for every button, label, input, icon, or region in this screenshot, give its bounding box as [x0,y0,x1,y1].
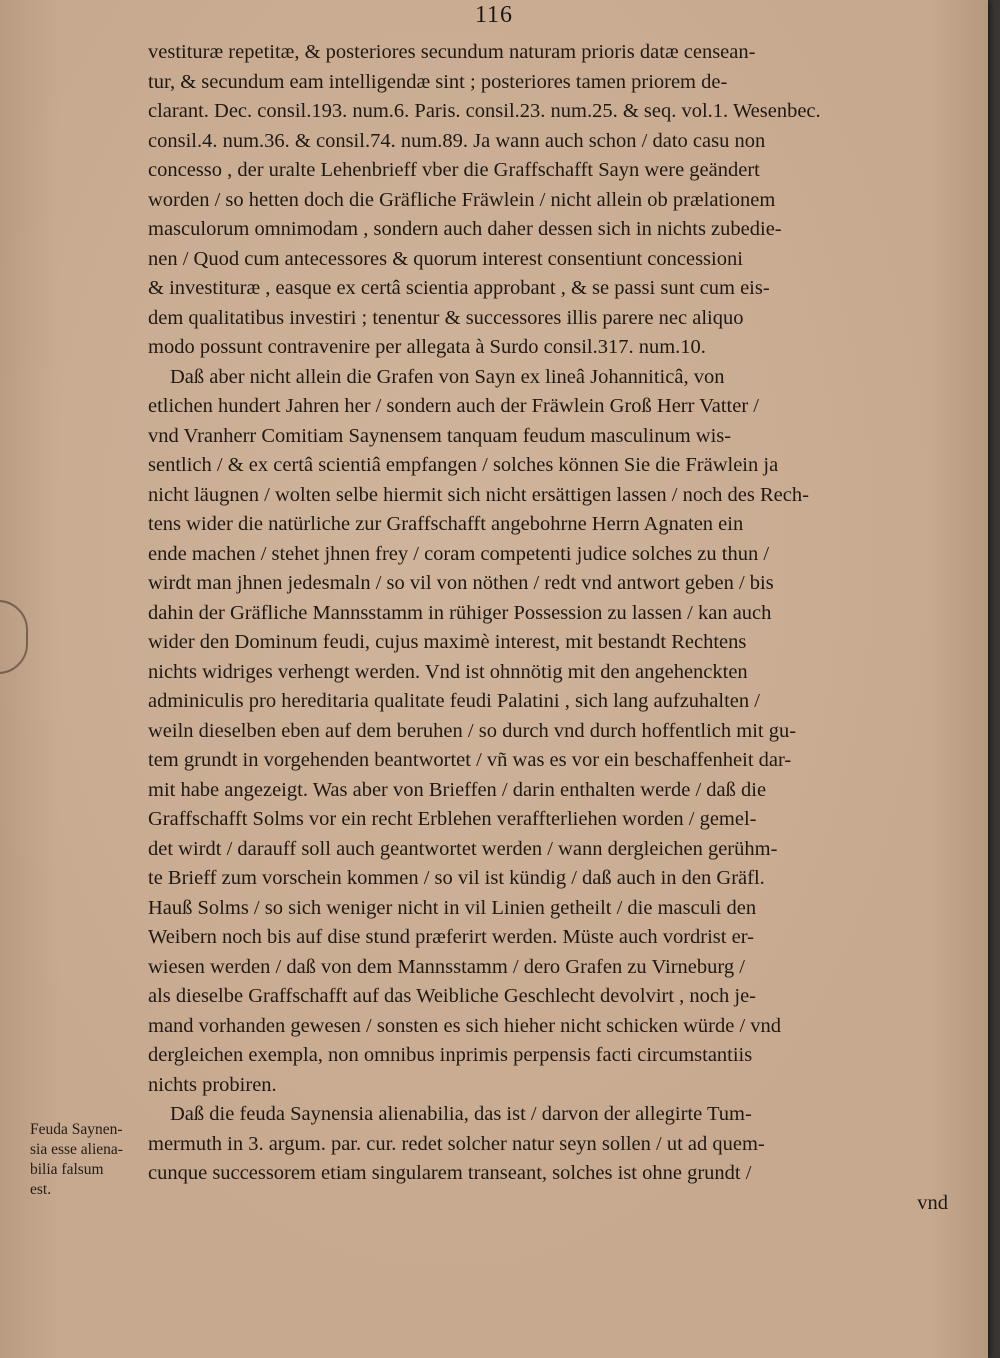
margin-note-line: est. [30,1181,52,1198]
text-line: mermuth in 3. argum. par. cur. redet solcher natur seyn sollen / ut ad quem- [148,1132,765,1155]
text-line: modo possunt contravenire per allegata à Surdo consil.317. num.10. [148,336,706,358]
text-line: adminiculis pro hereditaria qualitate feudi Palatini , sich lang aufzuhalten / [148,690,760,712]
text-line: tens wider die natürliche zur Graffschafft angebohrne Herrn Agnaten ein [148,513,744,535]
text-line: nicht läugnen / wolten selbe hiermit sich nicht ersättigen lassen / noch des Rech- [148,483,809,506]
text-line: ende machen / stehet jhnen frey / coram competenti judice solches zu thun / [148,542,770,565]
text-line: Weibern noch bis auf dise stund præferirt werden. Müste auch vordrist er- [148,926,754,948]
text-line: dergleichen exempla, non omnibus inprimis perpensis facti circumstantiis [148,1044,753,1066]
page-number: 116 [474,2,514,28]
text-line: nichts widriges verhengt werden. Vnd ist ohnnötig mit den angehenckten [148,660,748,683]
text-line: tem grundt in vorgehenden beantwortet / vñ was es vor ein beschaffenheit dar- [148,749,792,771]
text-line: mit habe angezeigt. Was aber von Brieffen / darin enthalten werde / daß die [148,778,767,801]
text-line: Hauß Solms / so sich weniger nicht in vil Linien getheilt / die masculi den [148,896,757,919]
text-line: clarant. Dec. consil.193. num.6. Paris. consil.23. num.25. & seq. vol.1. Wesenbec. [148,100,821,122]
text-line: wiesen werden / daß von dem Mannsstamm / dero Grafen zu Virneburg / [148,955,745,978]
text-line: Graffschafft Solms vor ein recht Erblehen veraffterliehen worden / gemel- [148,808,757,830]
text-line: tur, & secundum eam intelligendæ sint ; posteriores tamen priorem de- [148,70,728,93]
text-line: concesso , der uralte Lehenbrieff vber die Graffschafft Sayn were geändert [148,159,760,181]
text-line: als dieselbe Graffschafft auf das Weibliche Geschlecht devolvirt , noch je- [148,985,757,1007]
text-line: mand vorhanden gewesen / sonsten es sich hieher nicht schicken würde / vnd [148,1014,782,1037]
text-line: cunque successorem etiam singularem transeant, solches ist ohne grundt / [148,1162,752,1184]
text-line: vestituræ repetitæ, & posteriores secundum naturam prioris datæ censean- [148,41,756,63]
paragraph-start-line: Daß aber nicht allein die Grafen von Sayn ex lineâ Johanniticâ, von [170,365,725,388]
text-line: wider den Dominum feudi, cujus maximè interest, mit bestandt Rechtens [148,631,747,653]
text-line: etlichen hundert Jahren her / sondern auch der Fräwlein Groß Herr Vatter / [148,395,759,417]
catchword: vnd [917,1191,948,1214]
text-line: weiln dieselben eben auf dem beruhen / so durch vnd durch hoffentlich mit gu- [148,719,797,742]
text-line: dahin der Gräfliche Mannsstamm in rühiger Possession zu lassen / kan auch [148,601,772,624]
text-line: sentlich / & ex certâ scientiâ empfangen / solches können Sie die Fräwlein ja [148,454,779,476]
margin-note-line: bilia falsum [30,1161,104,1178]
text-line: det wirdt / darauff soll auch geantwortet werden / wann dergleichen gerühm- [148,837,778,860]
binding-mark [0,600,28,674]
text-line: te Brieff zum vorschein kommen / so vil ist kündig / daß auch in den Gräfl. [148,867,765,889]
text-line: dem qualitatibus investiri ; tenentur & successores illis parere nec aliquo [148,306,744,329]
text-line: & investituræ , easque ex certâ scientia approbant , & se passi sunt cum eis- [148,277,770,299]
text-line: vnd Vranherr Comitiam Saynensem tanquam feudum masculinum wis- [148,424,732,447]
margin-note-line: Feuda Saynen- [30,1121,123,1138]
paragraph-start-line: Daß die feuda Saynensia alienabilia, das ist / darvon der allegirte Tum- [170,1103,752,1125]
margin-note [30,1120,160,1200]
body-text [148,38,948,1218]
text-line: masculorum omnimodam , sondern auch daher dessen sich in nichts zubedie- [148,218,782,240]
text-line: consil.4. num.36. & consil.74. num.89. Ja wann auch schon / dato casu non [148,129,766,152]
text-line: nen / Quod cum antecessores & quorum interest consentiunt concessioni [148,247,743,270]
text-line: worden / so hetten doch die Gräfliche Fräwlein / nicht allein ob prælationem [148,188,776,211]
text-line: wirdt man jhnen jedesmaln / so vil von nöthen / redt vnd antwort geben / bis [148,572,774,594]
text-line: nichts probiren. [148,1073,277,1096]
margin-note-line: sia esse aliena- [30,1141,123,1158]
